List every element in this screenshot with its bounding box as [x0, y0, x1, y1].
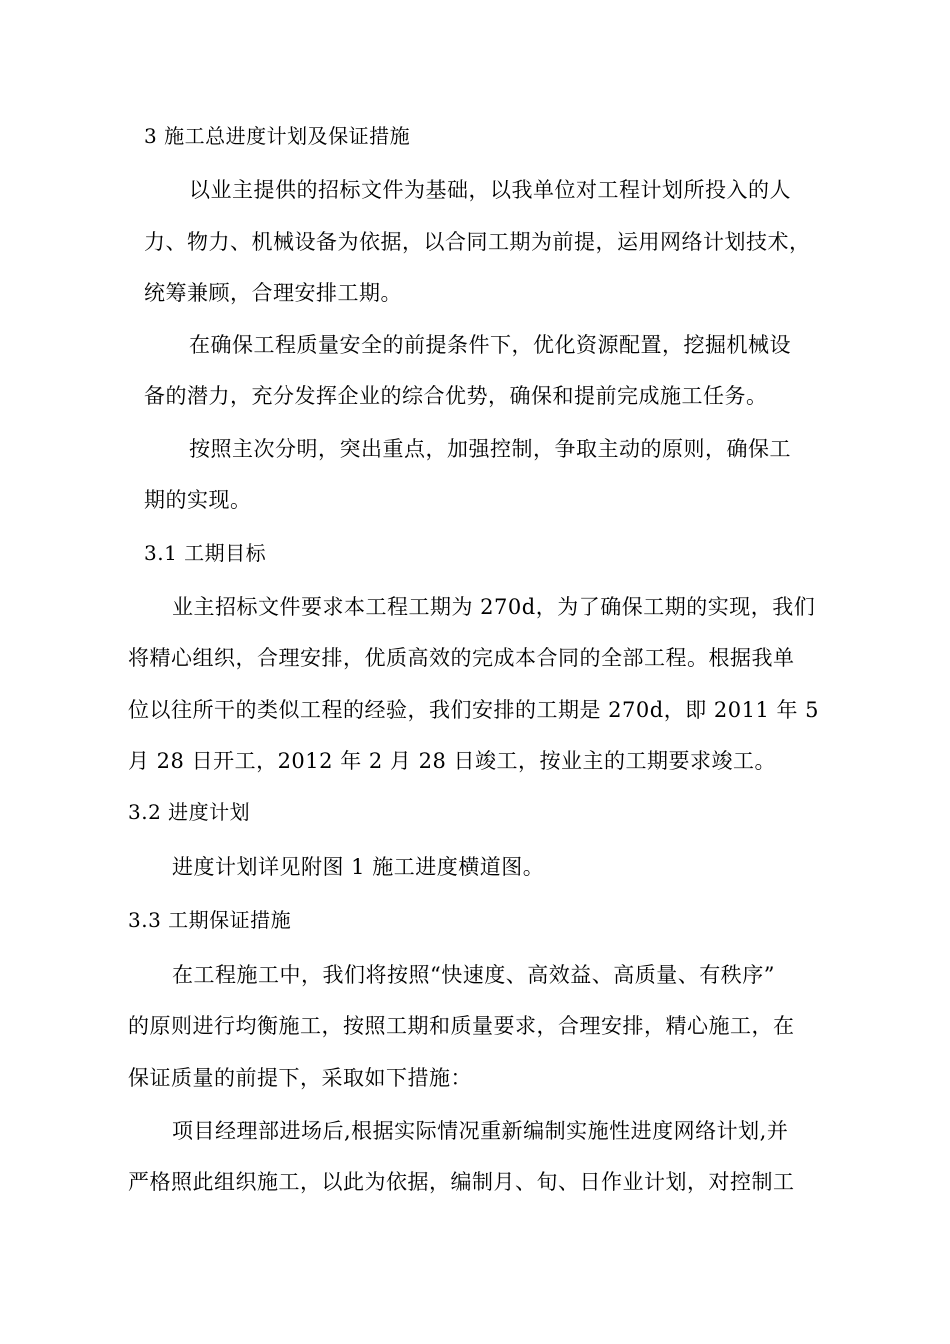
paragraph-line: 统筹兼顾，合理安排工期。 — [144, 281, 402, 305]
paragraph-line: 按照主次分明，突出重点，加强控制，争取主动的原则，确保工 — [189, 437, 791, 461]
paragraph-line: 力、物力、机械设备为依据，以合同工期为前提，运用网络计划技术， — [144, 230, 811, 254]
paragraph-line: 期的实现。 — [144, 488, 252, 512]
paragraph-line: 的原则进行均衡施工，按照工期和质量要求，合理安排，精心施工，在 — [128, 1014, 795, 1038]
paragraph-line: 备的潜力，充分发挥企业的综合优势，确保和提前完成施工任务。 — [144, 384, 768, 408]
section-heading-3-3: 3.3 工期保证措施 — [128, 908, 292, 932]
paragraph-line: 月 28 日开工，2012 年 2 月 28 日竣工，按业主的工期要求竣工。 — [128, 749, 776, 773]
paragraph-line: 进度计划详见附图 1 施工进度横道图。 — [172, 855, 545, 879]
paragraph-line: 在确保工程质量安全的前提条件下，优化资源配置，挖掘机械设 — [189, 333, 791, 357]
paragraph-line: 在工程施工中，我们将按照“快速度、高效益、高质量、有秩序” — [172, 963, 775, 987]
paragraph-line: 位以往所干的类似工程的经验，我们安排的工期是 270d，即 2011 年 5 — [128, 698, 820, 722]
paragraph-line: 业主招标文件要求本工程工期为 270d，为了确保工期的实现，我们 — [172, 595, 816, 619]
section-heading-3: 3 施工总进度计划及保证措施 — [144, 124, 411, 148]
paragraph-line: 项目经理部进场后,根据实际情况重新编制实施性进度网络计划,并 — [172, 1119, 789, 1143]
paragraph-line: 严格照此组织施工，以此为依据，编制月、旬、日作业计划，对控制工 — [128, 1170, 795, 1194]
paragraph-line: 将精心组织，合理安排，优质高效的完成本合同的全部工程。根据我单 — [128, 646, 795, 670]
paragraph-line: 保证质量的前提下，采取如下措施： — [128, 1066, 472, 1090]
section-heading-3-2: 3.2 进度计划 — [128, 800, 251, 824]
paragraph-line: 以业主提供的招标文件为基础，以我单位对工程计划所投入的人 — [189, 178, 791, 202]
section-heading-3-1: 3.1 工期目标 — [144, 541, 267, 565]
